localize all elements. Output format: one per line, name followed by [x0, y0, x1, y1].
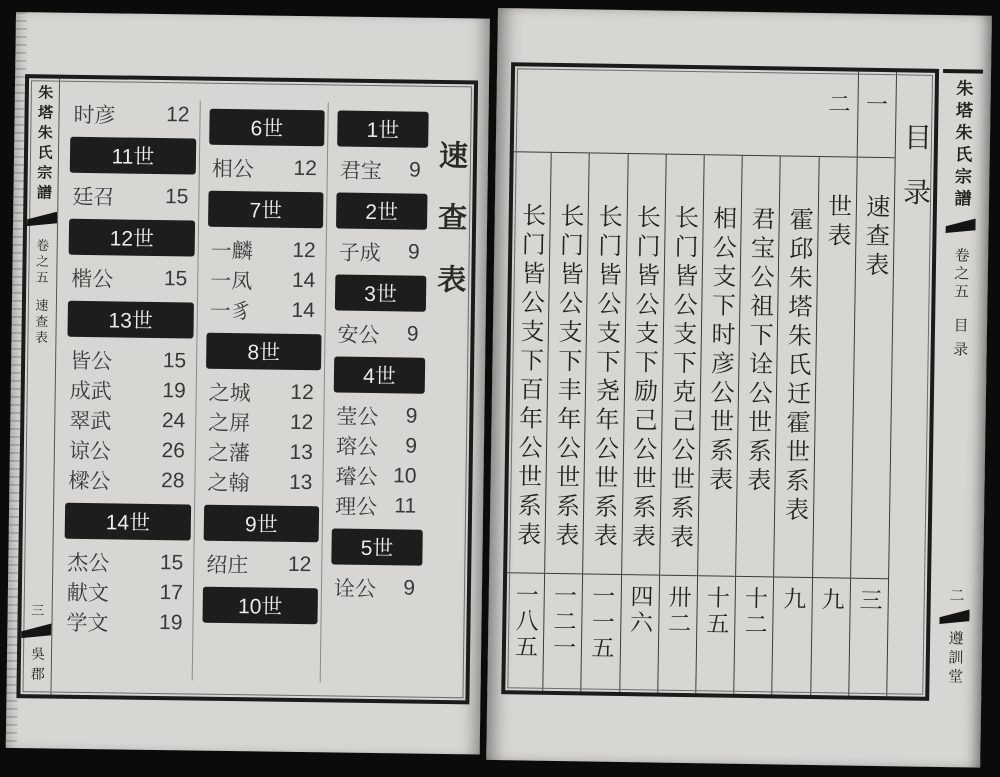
- lookup-entry: [67, 99, 199, 131]
- lookup-entry: [200, 549, 321, 581]
- entry-page: 19: [158, 611, 183, 635]
- toc-entry-title-cell: [544, 153, 589, 574]
- lookup-entry: [204, 265, 325, 297]
- lookup-column: [320, 102, 432, 683]
- lookup-entry: [63, 405, 195, 437]
- lookup-entry: [65, 263, 197, 295]
- entry-name: 理公: [334, 495, 378, 520]
- generation-header: 11世: [70, 137, 196, 175]
- lookup-entry: [60, 607, 192, 639]
- entry-page: 13: [289, 440, 314, 465]
- lookup-entry: [62, 465, 194, 497]
- toc-entry-title: 长门皆公支下丰年公世系表: [550, 202, 583, 552]
- toc-entry-title-cell: [659, 155, 704, 576]
- generation-header: 5世: [331, 528, 422, 565]
- toc-entry-title-cell: [812, 157, 857, 578]
- toc-entry-page: 卅二: [665, 584, 691, 638]
- entry-name: 绍庄: [206, 553, 249, 578]
- toc-entry-page-cell: [848, 579, 888, 697]
- toc-entry-page: 十五: [703, 585, 730, 638]
- spine-folio: 三: [29, 603, 45, 617]
- entry-name: 时彦: [73, 103, 116, 128]
- toc-entry-title: 长门皆公支下克己公世系表: [665, 204, 697, 554]
- entry-page: 10: [393, 464, 417, 488]
- toc-entry-title-cell: [697, 155, 742, 576]
- spine-volume: 卷之五: [33, 238, 50, 287]
- generation-header: 8世: [206, 333, 321, 371]
- entry-page: 26: [161, 439, 186, 463]
- spine-notch-icon: [946, 218, 976, 233]
- toc-entry-page: 四六: [626, 584, 653, 637]
- entry-page: 9: [403, 576, 416, 600]
- toc-entry-page-cell: [695, 576, 735, 694]
- spine-notch-icon: [27, 211, 57, 226]
- toc-entry-page: 一八五: [511, 582, 539, 661]
- spine-section: 目录: [950, 317, 968, 366]
- spine-imprint: 遵訓堂: [945, 630, 963, 688]
- entry-page: 12: [166, 103, 190, 127]
- lookup-column: [192, 101, 328, 683]
- toc-entry-title: 霍邱朱塔朱氏迁霍世系表: [780, 206, 812, 526]
- toc-entry-title: 长门皆公支下尧年公世系表: [588, 203, 621, 552]
- lookup-entry: [204, 295, 325, 327]
- lookup-entry: [204, 235, 325, 267]
- lookup-entry: [201, 467, 322, 499]
- entry-page: 9: [407, 240, 420, 264]
- entry-name: 莹公: [336, 405, 379, 430]
- entry-page: 15: [163, 267, 188, 291]
- entry-page: 9: [408, 158, 421, 182]
- entry-page: 9: [405, 404, 418, 428]
- lookup-title-column: [424, 104, 473, 685]
- lookup-entry: [328, 572, 425, 603]
- entry-name: 诠公: [333, 577, 377, 602]
- entry-name: 成武: [69, 379, 112, 404]
- toc-entry-titles-row: [507, 152, 895, 578]
- entry-name: 翠武: [69, 409, 112, 434]
- lookup-entry: [329, 460, 426, 491]
- entry-name: 樑公: [68, 469, 111, 494]
- lookup-entry: [332, 236, 429, 267]
- lookup-entry: [64, 345, 196, 377]
- lookup-entry: [334, 154, 431, 185]
- entry-name: 之屏: [208, 411, 251, 436]
- entry-page: 28: [160, 469, 185, 493]
- right-page: [486, 8, 992, 768]
- entry-page: 11: [394, 494, 417, 518]
- toc-entry-number: [857, 72, 896, 158]
- lookup-entry: [331, 318, 428, 349]
- entry-name: 之城: [208, 381, 251, 406]
- generation-header: 6世: [209, 109, 324, 147]
- toc-table-frame: [501, 62, 939, 701]
- entry-page: 12: [289, 410, 314, 435]
- entry-page: 15: [164, 185, 189, 209]
- entry-name: 一麟: [210, 239, 253, 264]
- toc-entry-title: 君宝公祖下诠公世系表: [742, 205, 774, 497]
- toc-entry-title: 长门皆公支下励己公世系表: [627, 204, 659, 553]
- entry-page: 17: [159, 581, 184, 605]
- entry-name: 之藩: [207, 441, 251, 466]
- toc-entry-page: 三: [856, 587, 882, 615]
- lookup-entry: [202, 407, 323, 439]
- toc-entry-page-cell: [657, 576, 697, 694]
- toc-entry-page-cell: [619, 575, 659, 693]
- entry-page: 12: [293, 156, 318, 181]
- entry-name: 一凤: [210, 269, 253, 294]
- entry-name: 君宝: [339, 159, 382, 184]
- toc-number-band-rest: [514, 66, 858, 156]
- entry-page: 14: [291, 268, 316, 293]
- spine-notch-icon: [939, 609, 969, 624]
- entry-name: 之翰: [207, 471, 250, 496]
- generation-header: 4世: [334, 356, 425, 393]
- entry-name: 瑢公: [335, 435, 379, 460]
- entry-name: 璿公: [335, 465, 378, 490]
- lookup-entry: [329, 490, 426, 521]
- generation-header: 13世: [67, 301, 193, 339]
- toc-entry-page: 十二: [741, 585, 768, 639]
- entry-name: 学文: [66, 611, 109, 636]
- left-page: [6, 12, 490, 755]
- entry-name: 谅公: [68, 439, 112, 464]
- toc-title: 目录: [898, 122, 932, 233]
- toc-entry-page: 九: [818, 587, 844, 614]
- entry-name: 献文: [66, 581, 110, 606]
- lookup-entry: [61, 547, 193, 579]
- page-title: 速查表: [432, 139, 468, 327]
- entry-name: 杰公: [67, 551, 110, 576]
- generation-header: 1世: [337, 111, 428, 148]
- spine-series-title: 朱塔朱氏宗譜: [34, 84, 53, 205]
- spine-imprint: 吳郡: [28, 646, 45, 687]
- spine-series-title: 朱塔朱氏宗譜: [951, 79, 973, 212]
- toc-entry-title-cell: [621, 154, 666, 575]
- toc-body: [505, 66, 896, 696]
- toc-entry-title-cell: [850, 158, 895, 579]
- toc-entry-page: 一一五: [588, 583, 615, 662]
- toc-number-one: 一: [865, 91, 889, 118]
- toc-entry-title: 相公支下时彦公世系表: [704, 205, 736, 496]
- toc-entry-title: 速查表: [860, 193, 889, 282]
- lookup-entry: [330, 430, 427, 461]
- lookup-entry: [330, 400, 427, 431]
- toc-entry-title: 长门皆公支下百年公世系表: [512, 202, 545, 551]
- entry-name: 子成: [338, 241, 381, 266]
- entry-page: 24: [161, 409, 186, 433]
- right-spine-column: [933, 69, 983, 702]
- toc-number-two: 二: [828, 91, 851, 117]
- generation-header: 14世: [65, 503, 191, 541]
- entry-name: 廷召: [72, 185, 115, 210]
- entry-page: 12: [292, 238, 316, 263]
- toc-entry-page-cell: [733, 577, 773, 695]
- spine-section: 速查表: [32, 298, 49, 347]
- entry-page: 15: [162, 349, 187, 373]
- entry-name: 一豸: [209, 299, 252, 324]
- lookup-entry: [202, 437, 323, 469]
- toc-entry-title-cell: [773, 156, 818, 577]
- generation-header: 3世: [335, 274, 426, 311]
- entry-page: 19: [162, 379, 186, 403]
- entry-page: 15: [159, 551, 184, 575]
- entry-page: 12: [290, 380, 314, 405]
- entry-page: 9: [406, 322, 419, 346]
- lookup-entry: [203, 377, 324, 409]
- entry-name: 皆公: [69, 349, 113, 374]
- spine-folio: 二: [947, 587, 964, 603]
- toc-entry-title-cell: [735, 156, 780, 577]
- generation-header: 9世: [204, 505, 319, 543]
- entry-name: 楷公: [71, 267, 114, 292]
- toc-entry-page-cell: [810, 578, 850, 696]
- toc-entry-page-cell: [542, 574, 582, 692]
- lookup-entry: [61, 577, 193, 609]
- toc-entry-page-cell: [772, 577, 812, 695]
- entry-name: 安公: [337, 323, 380, 348]
- lookup-entry: [63, 435, 195, 467]
- generation-header: 12世: [69, 219, 195, 257]
- lookup-table: [51, 79, 477, 701]
- entry-page: 13: [288, 470, 313, 495]
- entry-name: 相公: [211, 157, 254, 182]
- spine-notch-icon: [21, 623, 51, 638]
- toc-entry-title: 世表: [822, 193, 850, 252]
- toc-number-band: [514, 66, 896, 158]
- lookup-entry: [66, 181, 198, 213]
- left-page-frame: [16, 74, 478, 704]
- toc-entry-title-cell: [583, 153, 628, 574]
- lookup-column: [60, 99, 200, 681]
- toc-entry-pages-row: [505, 572, 888, 696]
- generation-header: 10世: [202, 587, 317, 625]
- lookup-entry: [206, 153, 327, 185]
- generation-header: 2世: [336, 192, 427, 229]
- generation-header: 7世: [208, 191, 323, 229]
- toc-entry-page: 九: [780, 586, 806, 613]
- toc-entry-page-cell: [581, 574, 621, 692]
- entry-page: 12: [287, 552, 312, 577]
- entry-page: 14: [291, 298, 316, 323]
- toc-entry-page: 一二一: [550, 582, 577, 662]
- entry-page: 9: [405, 434, 418, 458]
- toc-entry-page-cell: [505, 573, 544, 691]
- spine-volume: 卷之五: [951, 247, 969, 302]
- lookup-entry: [64, 375, 196, 407]
